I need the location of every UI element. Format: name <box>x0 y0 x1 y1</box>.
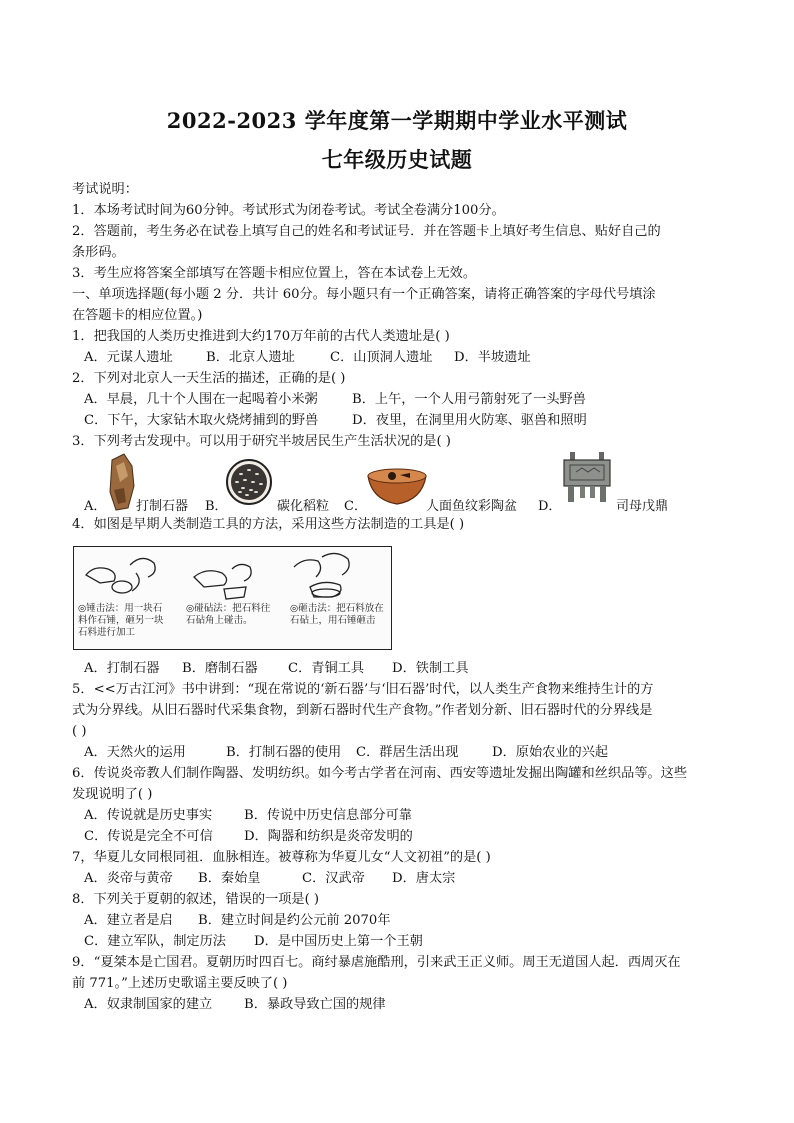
instruction-1: 1．本场考试时间为60分钟。考试形式为闭卷考试。考试全卷满分100分。 <box>72 203 505 218</box>
q1-option-b[interactable]: B．北京人遗址 <box>206 350 295 365</box>
q8-options-row2 <box>84 932 744 953</box>
q4-options <box>84 659 744 680</box>
q7-stem: 7，华夏儿女同根同祖．血脉相连。被尊称为华夏儿女“人文初祖”的是( ) <box>72 850 491 865</box>
q7-option-d[interactable]: D．唐太宗 <box>392 871 456 886</box>
q1-option-c[interactable]: C．山顶洞人遗址 <box>330 350 433 365</box>
q5-option-c[interactable]: C．群居生活出现 <box>356 745 459 760</box>
exam-title: 2022-2023 学年度第一学期期中学业水平测试 <box>166 108 628 133</box>
q1-option-d[interactable]: D．半坡遗址 <box>454 350 531 365</box>
bipolar-method-caption: ◎砸击法：把石料放在石砧上，用石锤砸击 <box>290 603 384 626</box>
q9-option-b[interactable]: B．暴政导致亡国的规律 <box>244 997 386 1012</box>
q2-option-b[interactable]: B．上午，一个人用弓箭射死了一头野兽 <box>352 392 586 407</box>
q4-option-c[interactable]: C．青铜工具 <box>288 661 365 676</box>
q7-options <box>84 869 744 890</box>
q6-options-row2 <box>84 827 744 848</box>
q4-option-a[interactable]: A．打制石器 <box>84 661 160 676</box>
q3-stem: 3．下列考古发现中。可以用于研究半坡居民生产生活状况的是( ) <box>72 434 451 449</box>
q5-stem-line2: 式为分界线。从旧石器时代采集食物，到新石器时代生产食物。”作者划分新、旧石器时代的分界线是 <box>72 703 653 718</box>
q3-letter-c[interactable]: C． <box>344 499 367 514</box>
simuwu-ding-image <box>560 452 614 504</box>
q9-option-a[interactable]: A．奴隶制国家的建立 <box>84 997 213 1012</box>
q3-label-d: 司母戊鼎 <box>616 499 669 514</box>
q9-options <box>84 995 744 1016</box>
q6-stem-line2: 发现说明了( ) <box>72 787 153 802</box>
q3-letter-b[interactable]: B． <box>205 499 228 514</box>
section-heading-cont: 在答题卡的相应位置。) <box>72 308 203 323</box>
q9-stem-line2: 前 771。”上述历史歌谣主要反映了( ) <box>72 976 288 991</box>
q5-option-d[interactable]: D．原始农业的兴起 <box>492 745 609 760</box>
q8-option-a[interactable]: A．建立者是启 <box>84 913 173 928</box>
q5-stem-line3: ( ) <box>72 724 87 739</box>
q7-option-c[interactable]: C．汉武帝 <box>302 871 365 886</box>
hammering-method-caption: ◎锤击法：用一块石料作石锤，砸另一块石料进行加工 <box>78 603 164 638</box>
instruction-2-cont: 条形码。 <box>72 245 125 260</box>
q1-option-a[interactable]: A．元谋人遗址 <box>84 350 173 365</box>
instruction-3: 3．考生应将答案全部填写在答题卡相应位置上，答在本试卷上无效。 <box>72 266 477 281</box>
q5-option-b[interactable]: B．打制石器的使用 <box>226 745 342 760</box>
q9-stem-line1: 9．“夏桀本是亡国君。夏朝历时四百七。商纣暴虐施酷刑，引来武王正义师。周王无道国人起．西周灭在 <box>72 955 681 970</box>
q1-stem: 1．把我国的人类历史推进到大约170万年前的古代人类遗址是( ) <box>72 329 450 344</box>
q3-letter-a[interactable]: A． <box>84 499 107 514</box>
instructions-heading: 考试说明： <box>72 182 138 197</box>
q3-label-c: 人面鱼纹彩陶盆 <box>426 499 518 514</box>
q2-option-a[interactable]: A．早晨，几十个人围在一起喝着小米粥 <box>84 392 318 407</box>
q6-option-c[interactable]: C．传说是完全不可信 <box>84 829 213 844</box>
q4-option-d[interactable]: D．铁制工具 <box>392 661 469 676</box>
exam-subtitle: 七年级历史试题 <box>321 147 473 172</box>
q5-options <box>84 743 744 764</box>
q6-option-d[interactable]: D．陶器和纺织是炎帝发明的 <box>244 829 413 844</box>
q2-option-c[interactable]: C．下午，大家钻木取火烧烤捕到的野兽 <box>84 413 319 428</box>
q2-options-row2 <box>84 411 744 432</box>
section-heading: 一、单项选择题(每小题 2 分．共计 60分。每小题只有一个正确答案，请将正确答案的字母代号填涂 <box>72 287 656 302</box>
anvil-method-caption: ◎碰砧法：把石料往石砧角上碰击。 <box>186 603 271 626</box>
q6-option-a[interactable]: A．传说就是历史事实 <box>84 808 213 823</box>
stone-tool-methods-figure <box>73 546 392 650</box>
q6-options-row1 <box>84 806 744 827</box>
q8-option-b[interactable]: B．建立时间是约公元前 2070年 <box>198 913 391 928</box>
q8-stem: 8．下列关于夏朝的叙述，错误的一项是( ) <box>72 892 320 907</box>
q6-option-b[interactable]: B．传说中历史信息部分可靠 <box>244 808 412 823</box>
q5-option-a[interactable]: A．天然火的运用 <box>84 745 186 760</box>
q5-stem-line1: 5．<<万古江河》书中讲到：“现在常说的‘新石器’与‘旧石器’时代，以人类生产食物来维持生计的方 <box>72 682 654 697</box>
q4-stem: 4．如图是早期人类制造工具的方法，采用这些方法制造的工具是( ) <box>72 517 465 532</box>
q8-option-d[interactable]: D．是中国历史上第一个王朝 <box>254 934 423 949</box>
q8-options-row1 <box>84 911 744 932</box>
q2-stem: 2．下列对北京人一天生活的描述，正确的是( ) <box>72 371 346 386</box>
q2-options-row1 <box>84 390 744 411</box>
q7-option-b[interactable]: B．秦始皇 <box>198 871 261 886</box>
q3-image-options <box>84 452 724 512</box>
q3-label-b: 碳化稻粒 <box>277 499 330 514</box>
q8-option-c[interactable]: C．建立军队，制定历法 <box>84 934 226 949</box>
q7-option-a[interactable]: A．炎帝与黄帝 <box>84 871 173 886</box>
painted-pottery-basin-image <box>366 466 428 506</box>
instruction-2: 2．答题前，考生务必在试卷上填写自己的姓名和考试证号．并在答题卡上填好考生信息、贴好自己的 <box>72 224 661 239</box>
q3-label-a: 打制石器 <box>136 499 189 514</box>
q2-option-d[interactable]: D．夜里，在洞里用火防寒、驱兽和照明 <box>352 413 587 428</box>
q6-stem-line1: 6．传说炎帝教人们制作陶器、发明纺织。如今考古学者在河南、西安等遗址发掘出陶罐和丝织品等。这些 <box>72 766 688 781</box>
q4-option-b[interactable]: B．磨制石器 <box>182 661 258 676</box>
q3-letter-d[interactable]: D． <box>538 499 562 514</box>
carbonized-rice-image <box>225 458 273 506</box>
q1-options <box>84 348 744 369</box>
stone-tool-image <box>106 452 136 512</box>
hand-tool-illustration <box>74 547 391 603</box>
